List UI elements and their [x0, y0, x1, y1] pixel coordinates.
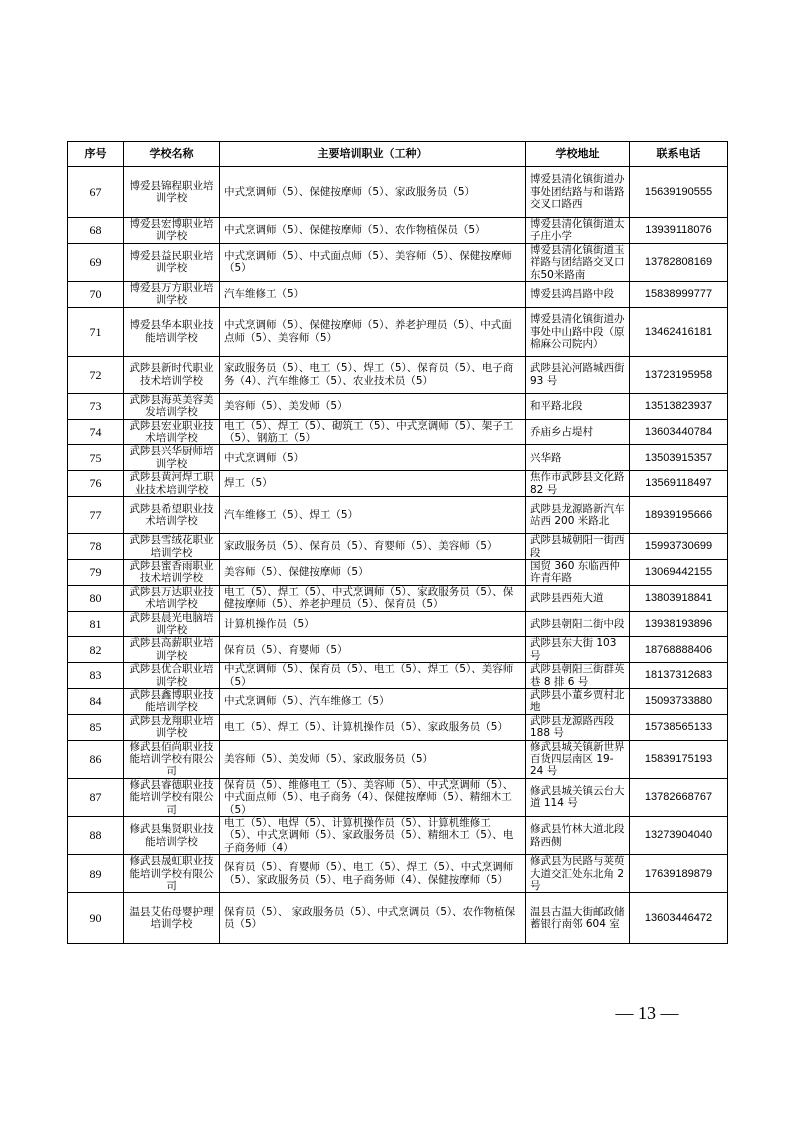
cell-school-address: 武陟县朝阳三街群英巷 8 排 6 号 — [526, 663, 630, 689]
cell-school-address: 武陟县西苑大道 — [526, 585, 630, 611]
cell-school-address: 武陟县龙源路新汽车站西 200 米路北 — [526, 497, 630, 534]
cell-school-address: 博爱县鸿昌路中段 — [526, 282, 630, 308]
cell-training-occupations: 电工（5）、焊工（5）、砌筑工（5）、中式烹调师（5）、架子工（5）、钢筋工（5） — [220, 419, 526, 445]
cell-school-name: 修武县睿德职业技能培训学校有限公司 — [124, 778, 220, 816]
cell-school-address: 修武县城关镇云台大道 114 号 — [526, 778, 630, 816]
col-header-school-address: 学校地址 — [526, 142, 630, 167]
cell-number: 79 — [68, 559, 124, 585]
table-row — [68, 218, 728, 244]
table-row — [68, 688, 728, 714]
cell-school-name: 武陟县万达职业技术培训学校 — [124, 585, 220, 611]
cell-number: 83 — [68, 663, 124, 689]
cell-school-address: 武陟县小董乡贾村北地 — [526, 688, 630, 714]
cell-school-address: 博爱县清化镇街道办事处中山路中段（原棉麻公司院内） — [526, 307, 630, 356]
cell-school-address: 温县古温大街邮政储蓄银行南邻 604 室 — [526, 893, 630, 944]
cell-phone: 17639189879 — [630, 855, 728, 893]
cell-training-occupations: 计算机操作员（5） — [220, 611, 526, 637]
table-row — [68, 740, 728, 778]
cell-number: 78 — [68, 534, 124, 560]
cell-number: 69 — [68, 243, 124, 281]
cell-training-occupations: 中式烹调师（5）、保健按摩师（5）、家政服务员（5） — [220, 167, 526, 218]
cell-training-occupations: 焊工（5） — [220, 471, 526, 497]
table-row — [68, 497, 728, 534]
cell-training-occupations: 中式烹调师（5）、中式面点师（5）、美容师（5）、保健按摩师（5） — [220, 243, 526, 281]
cell-phone: 15838999777 — [630, 282, 728, 308]
cell-school-name: 武陟县优合职业培训学校 — [124, 663, 220, 689]
cell-school-name: 武陟县宏业职业技术培训学校 — [124, 419, 220, 445]
table-row — [68, 778, 728, 816]
cell-number: 76 — [68, 471, 124, 497]
cell-phone: 13503915357 — [630, 445, 728, 471]
cell-number: 70 — [68, 282, 124, 308]
cell-training-occupations: 汽车维修工（5） — [220, 282, 526, 308]
table-row — [68, 714, 728, 740]
cell-school-name: 武陟县兴华厨师培训学校 — [124, 445, 220, 471]
table-row — [68, 663, 728, 689]
cell-number: 71 — [68, 307, 124, 356]
cell-phone: 13782808169 — [630, 243, 728, 281]
table-row — [68, 445, 728, 471]
cell-phone: 15993730699 — [630, 534, 728, 560]
cell-school-address: 武陟县沁河路城西街 93 号 — [526, 356, 630, 393]
cell-training-occupations: 电工（5）、焊工（5）、中式烹调师（5）、家政服务员（5）、保健按摩师（5）、养老护理员（5）、保育员（5） — [220, 585, 526, 611]
cell-school-name: 武陟县高薪职业培训学校 — [124, 637, 220, 663]
cell-phone: 13939118076 — [630, 218, 728, 244]
cell-number: 87 — [68, 778, 124, 816]
cell-training-occupations: 保育员（5）、育婴师（5）、电工（5）、焊工（5）、中式烹调师（5）、家政服务员（5）、电子商务师（4）、保健按摩师（5） — [220, 855, 526, 893]
table-row — [68, 585, 728, 611]
cell-school-address: 武陟县朝阳二街中段 — [526, 611, 630, 637]
cell-number: 84 — [68, 688, 124, 714]
cell-training-occupations: 电工（5）、焊工（5）、计算机操作员（5）、家政服务员（5） — [220, 714, 526, 740]
cell-number: 73 — [68, 393, 124, 419]
cell-number: 67 — [68, 167, 124, 218]
cell-phone: 18137312683 — [630, 663, 728, 689]
cell-number: 80 — [68, 585, 124, 611]
cell-school-name: 博爱县益民职业培训学校 — [124, 243, 220, 281]
cell-training-occupations: 美容师（5）、美发师（5） — [220, 393, 526, 419]
col-header-school-name: 学校名称 — [124, 142, 220, 167]
cell-school-name: 博爱县华本职业技能培训学校 — [124, 307, 220, 356]
cell-phone: 13803918841 — [630, 585, 728, 611]
cell-phone: 15738565133 — [630, 714, 728, 740]
cell-phone: 13603440784 — [630, 419, 728, 445]
cell-number: 82 — [68, 637, 124, 663]
table-row — [68, 282, 728, 308]
cell-school-address: 和平路北段 — [526, 393, 630, 419]
cell-number: 88 — [68, 817, 124, 855]
cell-phone: 13513823937 — [630, 393, 728, 419]
cell-training-occupations: 中式烹调师（5）、保健按摩师（5）、养老护理员（5）、中式面点师（5）、美容师（5） — [220, 307, 526, 356]
cell-school-address: 博爱县清化镇街道太子庄小学 — [526, 218, 630, 244]
table-row — [68, 243, 728, 281]
cell-phone: 15639190555 — [630, 167, 728, 218]
table-row — [68, 893, 728, 944]
table-row — [68, 167, 728, 218]
cell-training-occupations: 保育员（5）、 家政服务员（5）、中式烹调员（5）、农作物植保员（5） — [220, 893, 526, 944]
cell-number: 81 — [68, 611, 124, 637]
cell-school-name: 修武县佰尚职业技能培训学校有限公司 — [124, 740, 220, 778]
cell-school-name: 博爱县宏博职业培训学校 — [124, 218, 220, 244]
table-row — [68, 559, 728, 585]
table-row — [68, 471, 728, 497]
cell-school-address: 修武县竹林大道北段路西侧 — [526, 817, 630, 855]
cell-number: 68 — [68, 218, 124, 244]
cell-school-name: 博爱县万方职业培训学校 — [124, 282, 220, 308]
table-row — [68, 534, 728, 560]
cell-number: 89 — [68, 855, 124, 893]
cell-phone: 13569118497 — [630, 471, 728, 497]
cell-number: 90 — [68, 893, 124, 944]
cell-phone: 13938193896 — [630, 611, 728, 637]
cell-school-name: 武陟县黄河焊工职业技术培训学校 — [124, 471, 220, 497]
table-row — [68, 419, 728, 445]
cell-school-name: 武陟县雪绒花职业培训学校 — [124, 534, 220, 560]
cell-school-name: 修武县集贤职业技能培训学校 — [124, 817, 220, 855]
cell-school-name: 武陟县鑫博职业技能培训学校 — [124, 688, 220, 714]
table-body — [68, 167, 728, 944]
table-row — [68, 611, 728, 637]
cell-training-occupations: 汽车维修工（5）、焊工（5） — [220, 497, 526, 534]
cell-number: 72 — [68, 356, 124, 393]
cell-phone: 18939195666 — [630, 497, 728, 534]
table-row — [68, 817, 728, 855]
cell-training-occupations: 电工（5）、电焊（5）、计算机操作员（5）、计算机维修工（5）、中式烹调师（5）、家政服务员（5）、精细木工（5）、电子商务师（4） — [220, 817, 526, 855]
cell-phone: 15093733880 — [630, 688, 728, 714]
col-header-phone: 联系电话 — [630, 142, 728, 167]
cell-training-occupations: 美容师（5）、保健按摩师（5） — [220, 559, 526, 585]
page-number: — 13 — — [615, 1003, 679, 1023]
cell-phone: 13723195958 — [630, 356, 728, 393]
cell-training-occupations: 保育员（5）、维修电工（5）、美容师（5）、中式烹调师（5）、中式面点师（5）、电子商务（4）、保健按摩师（5）、精细木工（5） — [220, 778, 526, 816]
cell-school-address: 焦作市武陟县文化路 82 号 — [526, 471, 630, 497]
table-header-row — [68, 142, 728, 167]
table-row — [68, 855, 728, 893]
cell-number: 74 — [68, 419, 124, 445]
table-row — [68, 393, 728, 419]
cell-phone: 13462416181 — [630, 307, 728, 356]
cell-school-address: 武陟县城朝阳一街西段 — [526, 534, 630, 560]
cell-number: 77 — [68, 497, 124, 534]
cell-school-name: 武陟县新时代职业技术培训学校 — [124, 356, 220, 393]
cell-school-address: 修武县为民路与荚萸大道交汇处东北角 2 号 — [526, 855, 630, 893]
cell-training-occupations: 家政服务员（5）、电工（5）、焊工（5）、保育员（5）、电子商务（4）、汽车维修工（5）、农业技术员（5） — [220, 356, 526, 393]
cell-training-occupations: 中式烹调师（5）、保育员（5）、电工（5）、焊工（5）、美容师（5） — [220, 663, 526, 689]
cell-training-occupations: 中式烹调师（5）、汽车维修工（5） — [220, 688, 526, 714]
cell-phone: 13273904040 — [630, 817, 728, 855]
cell-school-address: 武陟县龙源路西段 188 号 — [526, 714, 630, 740]
cell-number: 86 — [68, 740, 124, 778]
table-row — [68, 356, 728, 393]
cell-phone: 13069442155 — [630, 559, 728, 585]
cell-school-name: 武陟县蜜香雨职业技术培训学校 — [124, 559, 220, 585]
cell-school-name: 武陟县晨光电脑培训学校 — [124, 611, 220, 637]
cell-school-name: 博爱县锦程职业培训学校 — [124, 167, 220, 218]
cell-phone: 13603446472 — [630, 893, 728, 944]
cell-number: 75 — [68, 445, 124, 471]
cell-school-address: 兴华路 — [526, 445, 630, 471]
cell-phone: 15839175193 — [630, 740, 728, 778]
col-header-training-occupations: 主要培训职业（工种） — [220, 142, 526, 167]
cell-training-occupations: 中式烹调师（5）、保健按摩师（5）、农作物植保员（5） — [220, 218, 526, 244]
col-header-number: 序号 — [68, 142, 124, 167]
cell-school-address: 武陟县东大街 103 号 — [526, 637, 630, 663]
schools-table — [67, 141, 728, 944]
cell-phone: 13782668767 — [630, 778, 728, 816]
cell-training-occupations: 中式烹调师（5） — [220, 445, 526, 471]
table-row — [68, 637, 728, 663]
cell-school-name: 武陟县海英美容美发培训学校 — [124, 393, 220, 419]
cell-school-address: 博爱县清化镇街道玉祥路与团结路交叉口东50米路南 — [526, 243, 630, 281]
cell-school-name: 修武县晟虹职业技能培训学校有限公司 — [124, 855, 220, 893]
cell-school-address: 博爱县清化镇街道办事处团结路与和谐路交叉口路西 — [526, 167, 630, 218]
cell-training-occupations: 家政服务员（5）、保育员（5）、育婴师（5）、美容师（5） — [220, 534, 526, 560]
cell-school-address: 国贸 360 东临西仲许青年路 — [526, 559, 630, 585]
cell-number: 85 — [68, 714, 124, 740]
cell-school-address: 修武县城关镇新世界百货四层南区 19-24 号 — [526, 740, 630, 778]
cell-school-address: 乔庙乡占堤村 — [526, 419, 630, 445]
cell-school-name: 武陟县龙翔职业培训学校 — [124, 714, 220, 740]
cell-school-name: 武陟县希望职业技术培训学校 — [124, 497, 220, 534]
cell-school-name: 温县艾佑母婴护理培训学校 — [124, 893, 220, 944]
table-row — [68, 307, 728, 356]
cell-phone: 18768888406 — [630, 637, 728, 663]
cell-training-occupations: 美容师（5）、美发师（5）、家政服务员（5） — [220, 740, 526, 778]
cell-training-occupations: 保育员（5）、育婴师（5） — [220, 637, 526, 663]
